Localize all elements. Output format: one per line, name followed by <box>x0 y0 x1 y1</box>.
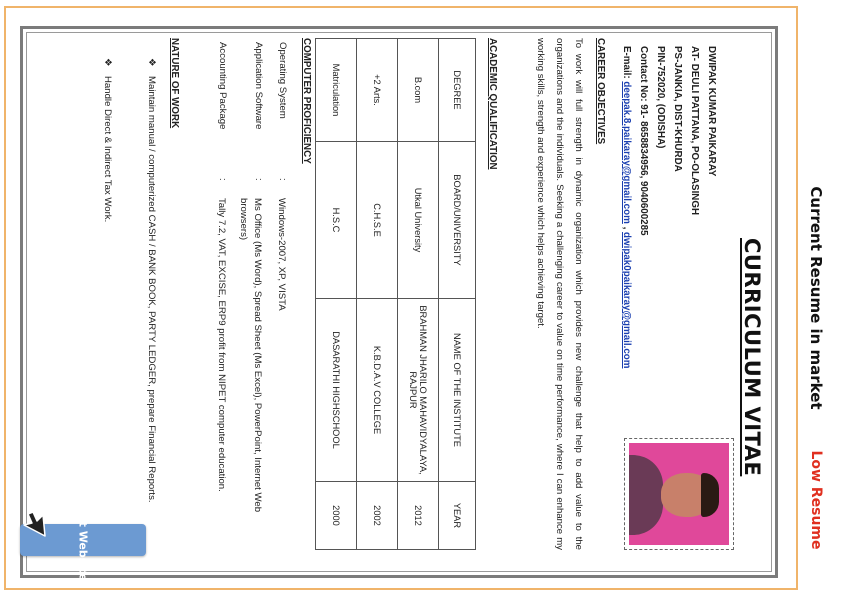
proficiency-label: Application Software <box>253 42 264 130</box>
proficiency-colon: : <box>253 178 264 181</box>
table-header-cell: YEAR <box>439 482 476 550</box>
table-cell: B.com <box>398 39 439 142</box>
list-item <box>98 58 116 538</box>
table-cell: 2002 <box>357 482 398 550</box>
contact-number: Contact No: 91- 8658834956, 9040600285 <box>638 46 649 236</box>
cv-heading: CURRICULUM VITAE <box>740 238 764 477</box>
proficiency-colon: : <box>277 178 288 181</box>
email-line <box>618 46 635 368</box>
resume-document <box>36 38 764 578</box>
proficiency-label: Operating System <box>277 42 288 119</box>
email-link-2[interactable]: dwipak0paikaray@gmail.com <box>621 232 632 369</box>
candidate-name: DWIPAK KUMAR PAIKARAY <box>706 46 717 177</box>
profile-photo-frame <box>624 438 734 550</box>
list-item <box>142 58 160 538</box>
proficiency-value: Windows-2007, XP, VISTA <box>276 198 287 311</box>
page-side-title: Current Resume in market <box>807 186 825 410</box>
profile-photo <box>629 443 729 545</box>
list-item-text: Handle Direct & Indirect Tax Work. <box>102 76 113 223</box>
table-cell: K.B.D.A.V COLLEGE <box>357 299 398 482</box>
table-row <box>398 39 439 550</box>
mouse-cursor-icon <box>19 509 49 539</box>
table-cell: BRAHMAN JHARILO MAHAVIDYALAYA, RAJPUR <box>398 299 439 482</box>
email-label: E-mail: <box>621 46 632 79</box>
academic-heading: ACADEMIC QUALIFICATION <box>487 38 498 170</box>
career-text: To work will full strength in dynamic organization which provides new challenge that help to add value to the organizations and the individuals. Seeking a challenging career to value on time performance, where I can enhance my working skills, strength and experience which helps achieving target. <box>535 38 584 550</box>
email-separator: , <box>621 226 632 230</box>
table-cell: Matriculation <box>316 39 357 142</box>
table-header-cell: DEGREE <box>439 39 476 142</box>
resume-card <box>4 6 798 590</box>
career-heading: CAREER OBJECTIVES <box>595 38 606 145</box>
diamond-bullet-icon: ❖ <box>146 58 157 67</box>
visit-website-label: Visit Website <box>76 499 90 581</box>
academic-table <box>315 38 476 550</box>
table-cell: C.H.S.E <box>357 142 398 299</box>
table-cell: 2012 <box>398 482 439 550</box>
address-line-2: PS-JANKIA, DIST-KHURDA <box>672 46 683 172</box>
table-cell: H.S.C <box>316 142 357 299</box>
contact-block <box>618 46 720 368</box>
table-row <box>316 39 357 550</box>
table-cell: +2 Arts. <box>357 39 398 142</box>
email-link-1[interactable]: deepak.8.paikaray@gmail.com <box>621 81 632 224</box>
nature-heading: NATURE OF WORK <box>169 38 180 129</box>
computer-heading: COMPUTER PROFICIENCY <box>301 38 312 164</box>
proficiency-value: Tally 7.2, VAT, EXCISE, ERP9 profit from NIPET computer education. <box>216 198 227 492</box>
table-header-cell: BOARD/UNIVERSITY <box>439 142 476 299</box>
table-cell: Utkal University <box>398 142 439 299</box>
page-side-subtitle: Low Resume <box>808 450 824 550</box>
proficiency-label: Accounting Package <box>217 42 228 130</box>
proficiency-colon: : <box>217 178 228 181</box>
table-row <box>357 39 398 550</box>
table-cell: DASARATHI HIGHSCHOOL <box>316 299 357 482</box>
diamond-bullet-icon: ❖ <box>102 58 113 67</box>
table-header-cell: NAME OF THE INSTITUTE <box>439 299 476 482</box>
address-line-1: AT- DEULI PATTANA, PO-OLASINGH <box>689 46 700 216</box>
address-pin: PIN-752020, (ODISHA) <box>655 46 666 149</box>
table-header-row <box>439 39 476 550</box>
proficiency-value: Ms Office (Ms Word), Spread Sheet (Ms Excel), PowerPoint, Internet Web browsers) <box>238 198 263 513</box>
table-cell: 2000 <box>316 482 357 550</box>
list-item-text: Maintain manual / computerized CASH / BANK BOOK, PARTY LEDGER, prepare Financial Reports. <box>146 76 157 503</box>
